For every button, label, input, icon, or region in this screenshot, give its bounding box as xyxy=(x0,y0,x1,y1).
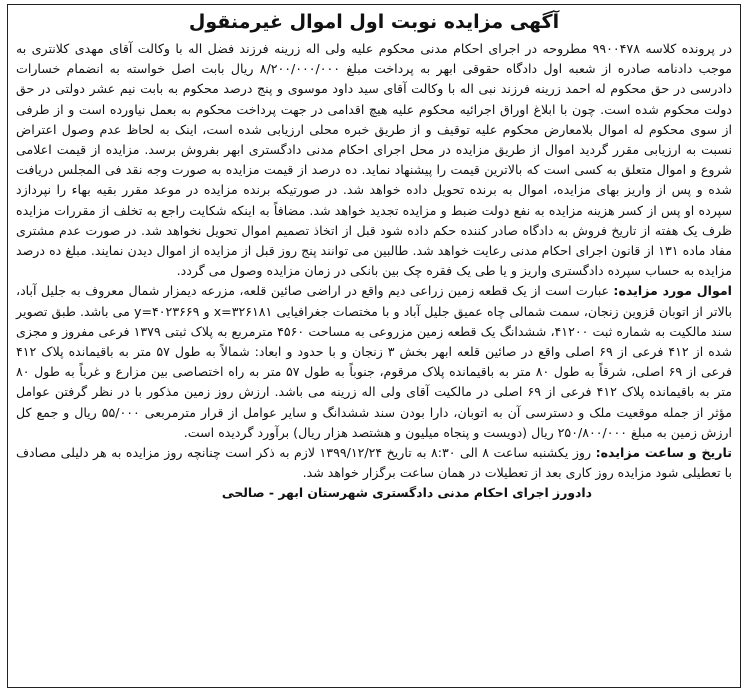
property-description: عبارت است از یک قطعه زمین زراعی دیم واقع در اراضی صائین قلعه، مزرعه دیمزار شمال معروف به جلیل آباد، بالاتر از اتوبان قزوین زنجان، سمت شمالی چاه عمیق جلیل آباد و با مختصات جغرافیایی x=۳۲۶۱۸۱ و y=۴۰۲۳۶۶۹ می باشد. طبق تصویر سند مالکیت به شماره ثبت ۴۱۲۰۰، ششدانگ یک قطعه زمین مزروعی به مساحت ۴۵۶۰ مترمربع به پلاک ثبتی ۱۳۷۹ فرعی مفروز و مجزی شده از ۴۱۲ فرعی از ۶۹ اصلی واقع در صائین قلعه ابهر بخش ۳ زنجان و با حدود و ابعاد: شمالاً به طول ۵۷ متر به باقیمانده پلاک ۴۱۲ فرعی از ۶۹ اصلی، شرقاً به طول ۸۰ متر به باقیمانده پلاک مرقوم، جنوباً به طول ۵۷ متر به راه اختصاصی بین مزارع و غرباً به طول ۸۰ متر به باقیمانده پلاک ۴۱۲ فرعی از ۶۹ اصلی در مالکیت آقای ولی اله زرینه می باشد. ارزش روز زمین مذکور با در نظر گرفتن عوامل مؤثر از جمله موقعیت ملک و دسترسی آن به اتوبان، دارا بودن سند ششدانگ و سایر عوامل از قرار مترمربعی ۵۵/۰۰۰ ریال و جمع کل ارزش زمین به مبلغ ۲۵۰/۸۰۰/۰۰۰ ریال (دویست و پنجاه میلیون و هشتصد هزار ریال) برآورد گردیده است. xyxy=(16,283,733,440)
notice-body xyxy=(16,39,732,483)
property-label: اموال مورد مزایده: xyxy=(613,283,732,299)
datetime-label: تاریخ و ساعت مزایده: xyxy=(595,445,732,461)
datetime-description: روز یکشنبه ساعت ۸ الی ۸:۳۰ به تاریخ ۱۳۹۹/۱۲/۲۴ لازم به ذکر است چنانچه روز مزایده به هر دلیلی مصادف با تعطیلی شود مزایده روز کاری بعد از تعطیلات در همان ساعت برگزار خواهد شد. xyxy=(16,445,732,481)
datetime-section xyxy=(16,443,732,483)
notice-signature: دادورز اجرای احکام مدنی دادگستری شهرستان ابهر - صالحی xyxy=(221,485,592,501)
legal-notice xyxy=(7,4,741,688)
property-section xyxy=(16,281,732,443)
notice-title: آگهی مزایده نوبت اول اموال غیرمنقول xyxy=(188,11,560,33)
notice-paragraph-main: در پرونده کلاسه ۹۹۰۰۴۷۸ مطروحه در اجرای احکام مدنی محکوم علیه ولی اله زرینه فرزند فضل اله با وکالت آقای مهدی کلانتری به موجب دادنامه صادره از شعبه اول دادگاه حقوقی ابهر به پرداخت مبلغ ۸/۲۰۰/۰۰۰/۰۰۰ ریال بابت اصل خواسته به انضمام خسارات دادرسی در حق محکوم له احمد زرینه فرزند نبی اله با وکالت آقای سید داود موسوی و پنج درصد محکوم به بابت نیم عشر دولتی در حق دولت محکوم شده است. چون با ابلاغ اوراق اجرائیه محکوم علیه هیچ اقدامی در جهت پرداخت محکوم به بعمل نیاورده است و از طرفی از سوی محکوم له اموال بلامعارض محکوم علیه توقیف و از طریق خبره محلی ارزیابی شده است، اینک به لحاظ عدم وصول اعتراض نسبت به ارزیابی مقرر گردید اموال از طریق مزایده در محل اجرای احکام مدنی دادگستری ابهر بفروش برسد. مزایده از قیمت اعلامی شروع و اموال متعلق به کسی است که بالاترین قیمت را پیشنهاد نماید. ده درصد از قیمت مزایده به صورت وجه نقد فی المجلس دریافت شده و پس از واریز بهای مزایده، اموال به برنده تحویل داده خواهد شد. در صورتیکه برنده مزایده در موعد مقرر بقیه بهاء را نپردازد سپرده او پس از کسر هزینه مزایده به نفع دولت ضبط و مزایده تجدید خواهد شد. مضافاً به اینکه شکایت راجع به تخلف از مقررات مزایده ظرف یک هفته از تاریخ فروش به دادگاه صادر کننده حکم داده شود قبل از اتخاذ تصمیم اموال تحویل نخواهد شد. در صورت عدم مشتری مفاد ماده ۱۳۱ از قانون اجرای احکام مدنی رعایت خواهد شد. طالبین می توانند پنج روز قبل از مزایده از اموال دیدن نمایند. مبلغ ده درصد مزایده به حساب سپرده دادگستری واریز و یا طی یک فقره چک بین بانکی در زمان مزایده وصول می گردد. xyxy=(16,41,733,279)
